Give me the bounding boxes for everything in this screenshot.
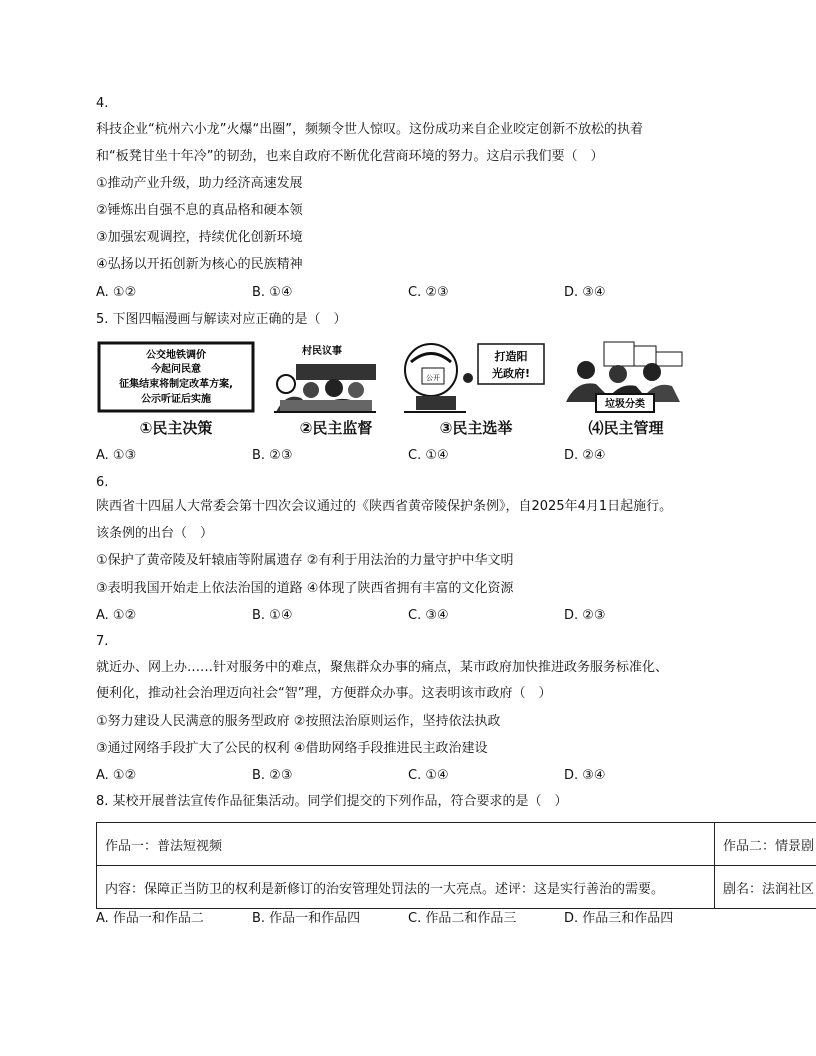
q5-option-c[interactable]: C. ①④ — [408, 448, 449, 463]
comic-3-caption: ③民主选举 — [439, 419, 513, 437]
work-2-content: 剧名：法润社区 — [715, 866, 816, 909]
q7-number: 7. — [96, 634, 109, 649]
q5-option-a[interactable]: A. ①③ — [96, 448, 137, 463]
comic-4-sign: 垃圾分类 — [605, 399, 645, 410]
q7-option-d[interactable]: D. ③④ — [564, 768, 606, 783]
work-1-content: 内容：保障正当防卫的权利是新修订的治安管理处罚法的一大亮点。述评：这是实行善治的需要。 — [97, 866, 715, 909]
q5-option-d[interactable]: D. ②④ — [564, 448, 606, 463]
q8-option-c[interactable]: C. 作品二和作品三 — [408, 911, 517, 926]
q6-options — [96, 607, 736, 625]
q6-number: 6. — [96, 475, 109, 490]
table-row — [97, 823, 816, 866]
comic-2-caption: ②民主监督 — [299, 419, 373, 437]
q8-option-b[interactable]: B. 作品一和作品四 — [252, 911, 361, 926]
q4-stem-line1: 科技企业“杭州六小龙”火爆“出圈”，频频令世人惊叹。这份成功来自企业咬定创新不放松的执着 — [96, 122, 643, 137]
q8-stem: 8. 某校开展普法宣传作品征集活动。同学们提交的下列作品，符合要求的是（ ） — [96, 794, 568, 809]
work-2-title: 作品二：情景剧 — [715, 823, 816, 866]
q7-option-c[interactable]: C. ①④ — [408, 768, 449, 783]
q6-option-c[interactable]: C. ③④ — [408, 608, 449, 623]
q8-option-d[interactable]: D. 作品三和作品四 — [564, 911, 674, 926]
work-1-title: 作品一：普法短视频 — [97, 823, 715, 866]
q5-stem: 5. 下图四幅漫画与解读对应正确的是（ ） — [96, 312, 347, 327]
q4-item-1: ①推动产业升级，助力经济高速发展 — [96, 176, 303, 191]
q4-number: 4. — [96, 96, 109, 111]
q6-items-line1: ①保护了黄帝陵及轩辕庙等附属遗存 ②有利于用法治的力量守护中华文明 — [96, 553, 514, 568]
q4-option-d[interactable]: D. ③④ — [564, 285, 606, 300]
comic-1-line-2: 今起问民意 — [151, 364, 201, 375]
q7-items-line1: ①努力建设人民满意的服务型政府 ②按照法治原则运作，坚持依法执政 — [96, 714, 501, 729]
comic-1-line-1: 公交地铁调价 — [146, 350, 206, 361]
comic-3-bubble-line-2: 光政府! — [491, 367, 531, 380]
q6-stem-line1: 陕西省十四届人大常委会第十四次会议通过的《陕西省黄帝陵保护条例》，自2025年4月1日起施行。 — [96, 499, 673, 514]
comic-2-line-1: 村民议事 — [302, 346, 342, 357]
q4-stem-line2: 和“板凳甘坐十年冷”的韧劲，也来自政府不断优化营商环境的努力。这启示我们要（ ） — [96, 149, 604, 164]
q6-option-a[interactable]: A. ①② — [96, 608, 137, 623]
q4-option-b[interactable]: B. ①④ — [252, 285, 293, 300]
comic-1-line-3: 征集结束将制定改革方案, — [119, 379, 233, 390]
comic-3 — [396, 340, 556, 440]
comic-4 — [556, 340, 716, 440]
q4-item-3: ③加强宏观调控，持续优化创新环境 — [96, 230, 303, 245]
table-row — [97, 866, 816, 909]
comic-4-caption: ⑷民主管理 — [588, 419, 664, 437]
q5-options — [96, 447, 736, 465]
q5-option-b[interactable]: B. ②③ — [252, 448, 293, 463]
comic-1 — [96, 340, 256, 440]
comic-1-line-4: 公示听证后实施 — [141, 394, 211, 405]
q6-option-b[interactable]: B. ①④ — [252, 608, 293, 623]
comic-2 — [256, 340, 416, 440]
q4-options — [96, 284, 736, 302]
comic-1-caption: ①民主决策 — [139, 419, 213, 437]
comic-3-sign: 公开 — [426, 374, 440, 382]
q8-option-a[interactable]: A. 作品一和作品二 — [96, 911, 204, 926]
q7-items-line2: ③通过网络手段扩大了公民的权利 ④借助网络手段推进民主政治建设 — [96, 741, 488, 756]
q8-options — [96, 910, 736, 928]
q7-stem-line2: 便利化，推动社会治理迈向社会“智”理，方便群众办事。这表明该市政府（ ） — [96, 686, 552, 701]
q4-item-2: ②锤炼出自强不息的真品格和硬本领 — [96, 203, 303, 218]
q6-option-d[interactable]: D. ②③ — [564, 608, 606, 623]
q6-stem-line2: 该条例的出台（ ） — [96, 526, 214, 541]
q7-option-b[interactable]: B. ②③ — [252, 768, 293, 783]
q7-options — [96, 767, 736, 785]
q8-works-table — [96, 822, 816, 909]
q7-option-a[interactable]: A. ①② — [96, 768, 137, 783]
q4-item-4: ④弘扬以开拓创新为核心的民族精神 — [96, 257, 303, 272]
q7-stem-line1: 就近办、网上办……针对服务中的难点，聚焦群众办事的痛点，某市政府加快推进政务服务标准化、 — [96, 660, 669, 675]
q4-option-a[interactable]: A. ①② — [96, 285, 137, 300]
comic-3-bubble-line-1: 打造阳 — [494, 350, 528, 363]
q5-comic-strip — [96, 340, 696, 440]
q4-option-c[interactable]: C. ②③ — [408, 285, 449, 300]
q6-items-line2: ③表明我国开始走上依法治国的道路 ④体现了陕西省拥有丰富的文化资源 — [96, 581, 514, 596]
